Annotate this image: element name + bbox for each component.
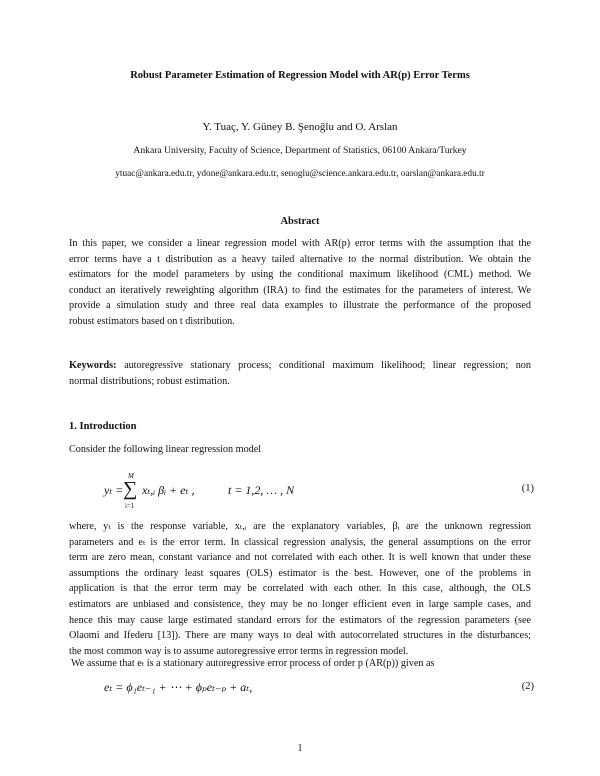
abstract-body bbox=[69, 236, 531, 330]
equation-2 bbox=[104, 680, 534, 700]
intro-line: application is that the error term may be correlated with each other. In this case, although, the OLS bbox=[69, 583, 531, 595]
equation-1-lhs: yₜ = bbox=[104, 483, 124, 497]
intro-lead-sentence: Consider the following linear regression model bbox=[69, 444, 262, 455]
sum-upper-limit: M bbox=[128, 472, 134, 480]
equation-1-rhs: xₜ,ᵢ βᵢ + eₜ , bbox=[142, 483, 195, 497]
paper-title: Robust Parameter Estimation of Regression Model with AR(p) Error Terms bbox=[130, 70, 470, 81]
equation-2-number: (2) bbox=[521, 681, 534, 692]
keywords-label: Keywords: bbox=[69, 360, 117, 371]
ar-assumption-sentence: We assume that eₜ is a stationary autoregressive error process of order p (AR(p)) given as bbox=[71, 658, 435, 669]
introduction-body bbox=[69, 519, 531, 659]
intro-line: assumptions the ordinary least squares (OLS) estimator is the best. However, one of the problems in bbox=[69, 567, 531, 579]
intro-line: estimators are unbiased and consistence, they may be no longer efficient even in large sample cases, and bbox=[69, 598, 531, 610]
abstract-line: robust estimators based on t distribution. bbox=[69, 315, 235, 327]
keywords-block bbox=[69, 358, 531, 389]
abstract-heading: Abstract bbox=[280, 216, 320, 227]
intro-line: hence this may cause large estimated standard errors for the estimators of the regression parameters (see bbox=[69, 614, 531, 626]
intro-line: where, yₜ is the response variable, xₜ,ᵢ are the explanatory variables, βᵢ are the unknown regression bbox=[69, 521, 531, 532]
abstract-line: provide a simulation study and three real data examples to illustrate the performance of the proposed bbox=[69, 300, 531, 312]
intro-line: the most common way is to assume autoregressive error terms in regression model. bbox=[69, 645, 409, 657]
abstract-line: error terms have a t distribution as a heavy tailed alternative to the normal distribution. We obtain the bbox=[69, 253, 531, 265]
affiliation: Ankara University, Faculty of Science, Department of Statistics, 06100 Ankara/Turkey bbox=[133, 145, 467, 156]
abstract-line: conduct an iteratively reweighting algorithm (IRA) to find the estimates for the parameters of interest. We bbox=[69, 284, 531, 296]
intro-line: parameters and eₜ is the error term. In classical regression analysis, the general assumptions on the error bbox=[69, 536, 531, 548]
sum-lower-limit: i=1 bbox=[125, 502, 135, 510]
author-list: Y. Tuaç, Y. Güney B. Şenoğlu and O. Arslan bbox=[202, 121, 398, 133]
author-emails: ytuac@ankara.edu.tr, ydone@ankara.edu.tr, senoglu@science.ankara.edu.tr, oarslan@ankara.edu.tr bbox=[115, 169, 485, 179]
equation-2-expression: eₜ = ϕ₁eₜ₋₁ + ⋯ + ϕₚeₜ₋ₚ + aₜ, bbox=[104, 680, 253, 694]
equation-1 bbox=[104, 472, 534, 512]
page-number: 1 bbox=[297, 743, 303, 754]
keywords-text: autoregressive stationary process; conditional maximum likelihood; linear regression; non bbox=[124, 360, 531, 371]
intro-line: Olaomi and Ifederu [13]). There are many ways to deal with autocorrelated structures in the disturbances; bbox=[69, 630, 531, 642]
equation-1-number: (1) bbox=[521, 483, 534, 494]
summation-symbol: ∑ bbox=[123, 478, 138, 500]
keywords-line bbox=[69, 358, 531, 374]
equation-1-condition: t = 1,2, … , N bbox=[228, 483, 295, 497]
intro-line: term are zero mean, constant variance and not correlated with each other. It is well known that under these bbox=[69, 552, 531, 564]
abstract-line: In this paper, we consider a linear regression model with AR(p) error terms with the assumption that the bbox=[69, 238, 531, 249]
section-heading-introduction: 1. Introduction bbox=[69, 421, 137, 432]
keywords-line: normal distributions; robust estimation. bbox=[69, 375, 230, 387]
abstract-line: estimators for the model parameters by using the conditional maximum likelihood (CML) method. We bbox=[69, 269, 531, 281]
